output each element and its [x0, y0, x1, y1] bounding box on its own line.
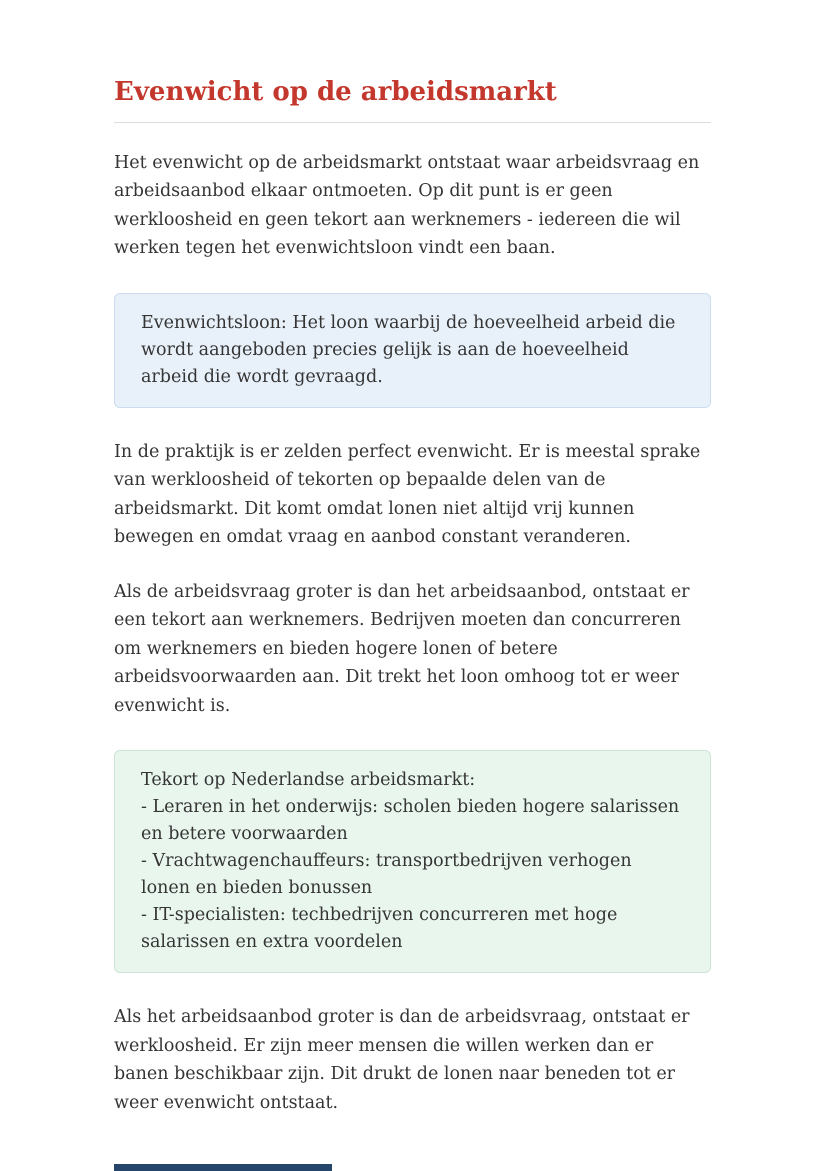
- example-item-leraren: - Leraren in het onderwijs: scholen bieden hogere salarissen en betere voorwaarden: [141, 797, 680, 844]
- paragraph-tekort-werknemers: Als de arbeidsvraag groter is dan het arbeidsaanbod, ontstaat er een tekort aan werknemers. Bedrijven moeten dan concurreren om werknemers en bieden hogere lonen of betere arbeidsvoorwaarden aan. Dit trekt het loon omhoog tot er weer evenwicht is.: [114, 581, 690, 716]
- example-item-it-specialisten: - IT-specialisten: techbedrijven concurreren met hoge salarissen en extra voordelen: [141, 905, 618, 952]
- article-content: [114, 0, 711, 1143]
- paragraph-praktijk: In de praktijk is er zelden perfect evenwicht. Er is meestal sprake van werkloosheid of tekorten op bepaalde delen van de arbeidsmarkt. Dit komt omdat lonen niet altijd vrij kunnen bewegen en omdat vraag en aanbod constant veranderen.: [114, 441, 701, 547]
- paragraph-intro-evenwicht: Het evenwicht op de arbeidsmarkt ontstaat waar arbeidsvraag en arbeidsaanbod elkaar ontmoeten. Op dit punt is er geen werkloosheid en geen tekort aan werknemers - iedereen die wil werken tegen het evenwichtsloon vindt een baan.: [114, 152, 700, 258]
- definition-box-evenwichtsloon: [114, 293, 711, 408]
- example-item-vrachtwagenchauffeurs: - Vrachtwagenchauffeurs: transportbedrijven verhogen lonen en bieden bonussen: [141, 851, 632, 898]
- partial-next-element-bar: [114, 1164, 332, 1171]
- paragraph-werkloosheid: Als het arbeidsaanbod groter is dan de arbeidsvraag, ontstaat er werkloosheid. Er zijn meer mensen die willen werken dan er banen beschikbaar zijn. Dit drukt de lonen naar beneden tot er weer evenwicht ontstaat.: [114, 1007, 690, 1113]
- example-box-tekort-arbeidsmarkt: [114, 750, 711, 973]
- example-box-heading: Tekort op Nederlandse arbeidsmarkt:: [141, 770, 476, 790]
- page-title: Evenwicht op de arbeidsmarkt: [114, 76, 711, 123]
- definition-text: Evenwichtsloon: Het loon waarbij de hoeveelheid arbeid die wordt aangeboden precies gelijk is aan de hoeveelheid arbeid die wordt gevraagd.: [141, 312, 676, 387]
